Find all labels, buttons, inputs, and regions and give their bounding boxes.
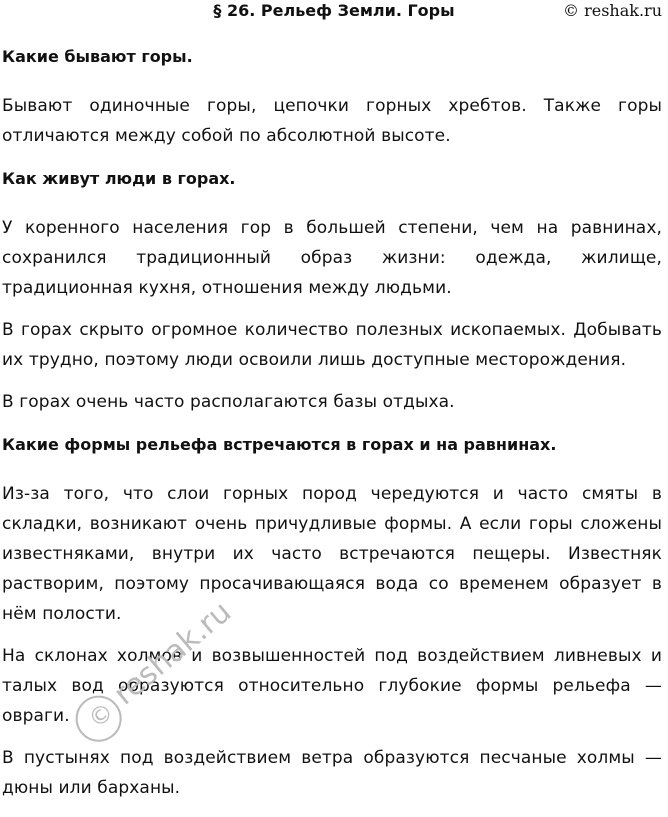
paragraph: Бывают одиночные горы, цепочки горных хребтов. Также горы отличаются между собой по абсолютной высоте. — [2, 96, 662, 146]
paragraph: В пустынях под воздействием ветра образуются песчаные холмы — дюны или барханы. — [2, 748, 662, 798]
section-heading: Какие бывают горы. — [2, 47, 193, 66]
paragraph: В горах скрыто огромное количество полезных ископаемых. Добывать их трудно, поэтому люди освоили лишь доступные месторождения. — [2, 320, 662, 370]
watermark-symbol: © — [82, 696, 120, 734]
paragraph: В горах очень часто располагаются базы отдыха. — [2, 392, 455, 412]
paragraph: На склонах холмов и возвышенностей под воздействием ливневых и талых вод образуются относительно глубокие формы рельефа — овраги. — [2, 646, 662, 726]
watermark-text: reshak.ru — [107, 594, 239, 713]
section-people-in-mountains — [2, 167, 662, 417]
section-heading: Как живут люди в горах. — [2, 169, 236, 188]
page-header — [0, 0, 668, 24]
section-kinds-of-mountains — [2, 45, 662, 151]
site-copyright: © reshak.ru — [563, 1, 662, 20]
paragraph: У коренного населения гор в большей степени, чем на равнинах, сохранился традиционный образ жизни: одежда, жилище, традиционная кухня, отношения между людьми. — [2, 218, 662, 298]
section-relief-forms — [2, 433, 662, 803]
page-title: § 26. Рельеф Земли. Горы — [213, 1, 455, 20]
main-content — [2, 45, 662, 803]
paragraph: Из-за того, что слои горных пород чередуются и часто смяты в складки, возникают очень причудливые формы. А если горы сложены известняками, внутри их часто встречаются пещеры. Известняк растворим, поэтому просачивающаяся вода со временем образует в нём полости. — [2, 484, 662, 624]
section-heading: Какие формы рельефа встречаются в горах и на равнинах. — [2, 435, 557, 454]
